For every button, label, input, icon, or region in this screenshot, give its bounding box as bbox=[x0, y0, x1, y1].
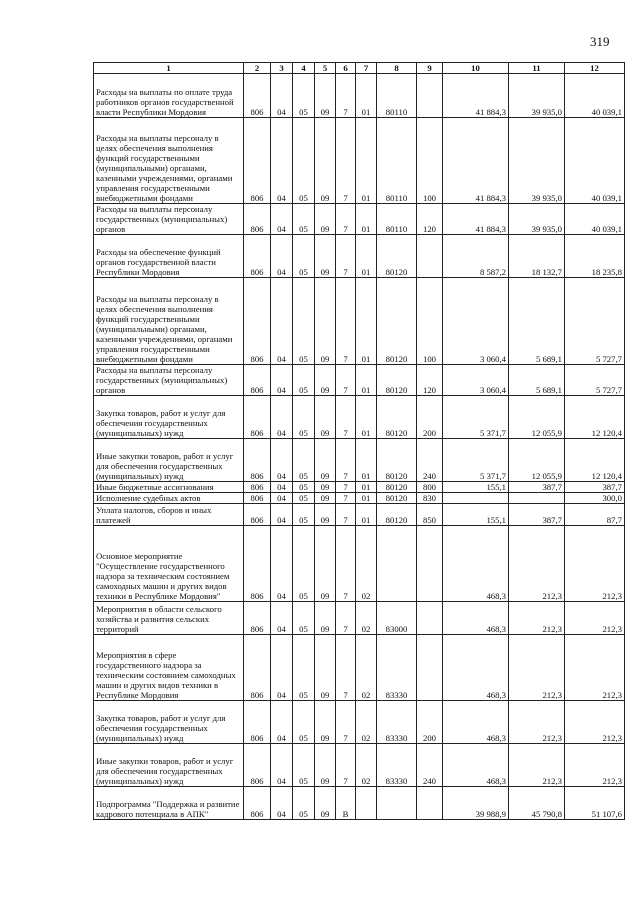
table-row bbox=[94, 235, 625, 278]
cell-c6: 7 bbox=[336, 635, 356, 701]
cell-c9 bbox=[417, 602, 443, 635]
row-name: Расходы на выплаты по оплате труда работников органов государственной власти Республики Мордовия bbox=[94, 74, 244, 118]
row-name: Расходы на выплаты персоналу государственных (муниципальных) органов bbox=[94, 365, 244, 396]
col-header: 3 bbox=[271, 63, 293, 74]
cell-c3: 04 bbox=[271, 278, 293, 365]
cell-c7: 01 bbox=[356, 235, 377, 278]
cell-c5: 09 bbox=[315, 74, 336, 118]
cell-c9: 200 bbox=[417, 701, 443, 744]
cell-c7: 02 bbox=[356, 526, 377, 602]
cell-c5: 09 bbox=[315, 396, 336, 439]
cell-c10: 3 060,4 bbox=[443, 278, 509, 365]
cell-c8: 80120 bbox=[377, 396, 417, 439]
cell-c7 bbox=[356, 787, 377, 820]
table-row bbox=[94, 744, 625, 787]
cell-c5: 09 bbox=[315, 204, 336, 235]
cell-c10: 468,3 bbox=[443, 744, 509, 787]
cell-c3: 04 bbox=[271, 787, 293, 820]
row-name: Расходы на выплаты персоналу государственных (муниципальных) органов bbox=[94, 204, 244, 235]
cell-c2: 806 bbox=[244, 439, 271, 482]
cell-c11: 387,7 bbox=[509, 504, 565, 526]
cell-c8: 80120 bbox=[377, 235, 417, 278]
table-row bbox=[94, 635, 625, 701]
col-header: 8 bbox=[377, 63, 417, 74]
cell-c11: 212,3 bbox=[509, 526, 565, 602]
table-row bbox=[94, 602, 625, 635]
cell-c3: 04 bbox=[271, 396, 293, 439]
row-name: Расходы на выплаты персоналу в целях обеспечения выполнения функций государственными (муниципальными) органами, казенными учреждениями, органами управления государственными внебюджетными фондами bbox=[94, 278, 244, 365]
row-name: Основное мероприятие "Осуществление государственного надзора за техническим состоянием самоходных машин и других видов техники в Республике Мордовия" bbox=[94, 526, 244, 602]
cell-c8: 83330 bbox=[377, 635, 417, 701]
cell-c2: 806 bbox=[244, 118, 271, 204]
cell-c4: 05 bbox=[293, 504, 315, 526]
cell-c10: 5 371,7 bbox=[443, 439, 509, 482]
cell-c10: 41 884,3 bbox=[443, 204, 509, 235]
cell-c12: 5 727,7 bbox=[565, 278, 625, 365]
cell-c8: 80110 bbox=[377, 118, 417, 204]
col-header: 1 bbox=[94, 63, 244, 74]
cell-c7: 02 bbox=[356, 602, 377, 635]
cell-c7: 01 bbox=[356, 493, 377, 504]
cell-c3: 04 bbox=[271, 701, 293, 744]
cell-c5: 09 bbox=[315, 504, 336, 526]
col-header: 12 bbox=[565, 63, 625, 74]
cell-c4: 05 bbox=[293, 787, 315, 820]
header-row bbox=[94, 63, 625, 74]
cell-c3: 04 bbox=[271, 493, 293, 504]
cell-c3: 04 bbox=[271, 204, 293, 235]
row-name: Уплата налогов, сборов и иных платежей bbox=[94, 504, 244, 526]
cell-c2: 806 bbox=[244, 602, 271, 635]
cell-c9: 100 bbox=[417, 278, 443, 365]
cell-c8: 83330 bbox=[377, 744, 417, 787]
cell-c7: 01 bbox=[356, 204, 377, 235]
row-name: Исполнение судебных актов bbox=[94, 493, 244, 504]
cell-c2: 806 bbox=[244, 396, 271, 439]
cell-c7: 01 bbox=[356, 504, 377, 526]
cell-c11: 212,3 bbox=[509, 635, 565, 701]
cell-c11: 212,3 bbox=[509, 701, 565, 744]
cell-c12: 300,0 bbox=[565, 493, 625, 504]
table-row bbox=[94, 439, 625, 482]
cell-c2: 806 bbox=[244, 787, 271, 820]
cell-c7: 02 bbox=[356, 744, 377, 787]
cell-c2: 806 bbox=[244, 493, 271, 504]
table-row bbox=[94, 365, 625, 396]
cell-c7: 01 bbox=[356, 439, 377, 482]
cell-c10: 3 060,4 bbox=[443, 365, 509, 396]
row-name: Мероприятия в области сельского хозяйства и развития сельских территорий bbox=[94, 602, 244, 635]
table-row bbox=[94, 204, 625, 235]
cell-c2: 806 bbox=[244, 504, 271, 526]
cell-c7: 01 bbox=[356, 396, 377, 439]
cell-c2: 806 bbox=[244, 526, 271, 602]
cell-c3: 04 bbox=[271, 602, 293, 635]
cell-c6: 7 bbox=[336, 701, 356, 744]
cell-c8: 80120 bbox=[377, 365, 417, 396]
table-row bbox=[94, 787, 625, 820]
cell-c7: 01 bbox=[356, 118, 377, 204]
col-header: 10 bbox=[443, 63, 509, 74]
cell-c9: 850 bbox=[417, 504, 443, 526]
cell-c10: 468,3 bbox=[443, 635, 509, 701]
cell-c4: 05 bbox=[293, 439, 315, 482]
cell-c7: 01 bbox=[356, 482, 377, 493]
cell-c4: 05 bbox=[293, 493, 315, 504]
row-name: Расходы на выплаты персоналу в целях обеспечения выполнения функций государственными (муниципальными) органами, казенными учреждениями, органами управления государственными внебюджетными фондами bbox=[94, 118, 244, 204]
cell-c12: 51 107,6 bbox=[565, 787, 625, 820]
cell-c10: 155,1 bbox=[443, 504, 509, 526]
cell-c2: 806 bbox=[244, 235, 271, 278]
cell-c6: 7 bbox=[336, 278, 356, 365]
cell-c11: 212,3 bbox=[509, 602, 565, 635]
cell-c10: 468,3 bbox=[443, 526, 509, 602]
table-row bbox=[94, 701, 625, 744]
cell-c3: 04 bbox=[271, 526, 293, 602]
cell-c7: 02 bbox=[356, 635, 377, 701]
col-header: 6 bbox=[336, 63, 356, 74]
cell-c2: 806 bbox=[244, 74, 271, 118]
cell-c4: 05 bbox=[293, 204, 315, 235]
cell-c12: 40 039,1 bbox=[565, 74, 625, 118]
cell-c4: 05 bbox=[293, 74, 315, 118]
cell-c5: 09 bbox=[315, 482, 336, 493]
table-row bbox=[94, 526, 625, 602]
cell-c11 bbox=[509, 493, 565, 504]
cell-c4: 05 bbox=[293, 526, 315, 602]
cell-c6: 7 bbox=[336, 439, 356, 482]
cell-c6: 7 bbox=[336, 204, 356, 235]
cell-c12: 18 235,8 bbox=[565, 235, 625, 278]
cell-c5: 09 bbox=[315, 602, 336, 635]
cell-c10: 8 587,2 bbox=[443, 235, 509, 278]
cell-c4: 05 bbox=[293, 278, 315, 365]
cell-c2: 806 bbox=[244, 204, 271, 235]
cell-c9: 240 bbox=[417, 744, 443, 787]
cell-c11: 39 935,0 bbox=[509, 74, 565, 118]
cell-c11: 45 790,8 bbox=[509, 787, 565, 820]
cell-c2: 806 bbox=[244, 744, 271, 787]
cell-c6: 7 bbox=[336, 118, 356, 204]
cell-c12: 212,3 bbox=[565, 744, 625, 787]
cell-c11: 5 689,1 bbox=[509, 278, 565, 365]
cell-c9 bbox=[417, 526, 443, 602]
col-header: 2 bbox=[244, 63, 271, 74]
row-name: Иные закупки товаров, работ и услуг для обеспечения государственных (муниципальных) нужд bbox=[94, 744, 244, 787]
cell-c12: 212,3 bbox=[565, 526, 625, 602]
cell-c9: 800 bbox=[417, 482, 443, 493]
cell-c12: 87,7 bbox=[565, 504, 625, 526]
cell-c4: 05 bbox=[293, 701, 315, 744]
cell-c5: 09 bbox=[315, 744, 336, 787]
cell-c3: 04 bbox=[271, 482, 293, 493]
cell-c3: 04 bbox=[271, 439, 293, 482]
table-row bbox=[94, 74, 625, 118]
cell-c11: 12 055,9 bbox=[509, 439, 565, 482]
row-name: Иные бюджетные ассигнования bbox=[94, 482, 244, 493]
cell-c6: 7 bbox=[336, 493, 356, 504]
table-row bbox=[94, 493, 625, 504]
cell-c8: 80120 bbox=[377, 493, 417, 504]
cell-c4: 05 bbox=[293, 118, 315, 204]
cell-c7: 01 bbox=[356, 278, 377, 365]
row-name: Закупка товаров, работ и услуг для обеспечения государственных (муниципальных) нужд bbox=[94, 701, 244, 744]
cell-c3: 04 bbox=[271, 635, 293, 701]
cell-c11: 39 935,0 bbox=[509, 118, 565, 204]
cell-c9: 830 bbox=[417, 493, 443, 504]
cell-c11: 387,7 bbox=[509, 482, 565, 493]
row-name: Расходы на обеспечение функций органов государственной власти Республики Мордовия bbox=[94, 235, 244, 278]
cell-c4: 05 bbox=[293, 744, 315, 787]
row-name: Мероприятия в сфере государственного надзора за техническим состоянием самоходных машин и других видов техники в Республике Мордовия bbox=[94, 635, 244, 701]
cell-c5: 09 bbox=[315, 235, 336, 278]
cell-c5: 09 bbox=[315, 439, 336, 482]
cell-c8: 80110 bbox=[377, 74, 417, 118]
cell-c2: 806 bbox=[244, 365, 271, 396]
cell-c12: 212,3 bbox=[565, 635, 625, 701]
cell-c3: 04 bbox=[271, 74, 293, 118]
cell-c10: 155,1 bbox=[443, 482, 509, 493]
cell-c10: 468,3 bbox=[443, 701, 509, 744]
col-header: 7 bbox=[356, 63, 377, 74]
table-row bbox=[94, 118, 625, 204]
cell-c9 bbox=[417, 74, 443, 118]
cell-c10: 41 884,3 bbox=[443, 74, 509, 118]
row-name: Подпрограмма "Поддержка и развитие кадрового потенциала в АПК" bbox=[94, 787, 244, 820]
cell-c8 bbox=[377, 787, 417, 820]
cell-c12: 40 039,1 bbox=[565, 204, 625, 235]
cell-c12: 387,7 bbox=[565, 482, 625, 493]
cell-c6: 7 bbox=[336, 482, 356, 493]
cell-c10: 5 371,7 bbox=[443, 396, 509, 439]
cell-c11: 212,3 bbox=[509, 744, 565, 787]
cell-c6: 7 bbox=[336, 74, 356, 118]
cell-c4: 05 bbox=[293, 396, 315, 439]
cell-c8: 80120 bbox=[377, 278, 417, 365]
cell-c10 bbox=[443, 493, 509, 504]
cell-c2: 806 bbox=[244, 278, 271, 365]
cell-c4: 05 bbox=[293, 602, 315, 635]
cell-c9: 120 bbox=[417, 365, 443, 396]
cell-c12: 12 120,4 bbox=[565, 439, 625, 482]
cell-c5: 09 bbox=[315, 526, 336, 602]
cell-c12: 5 727,7 bbox=[565, 365, 625, 396]
cell-c8: 83330 bbox=[377, 701, 417, 744]
cell-c10: 39 988,9 bbox=[443, 787, 509, 820]
cell-c8 bbox=[377, 526, 417, 602]
budget-table bbox=[93, 62, 625, 820]
cell-c8: 83000 bbox=[377, 602, 417, 635]
cell-c7: 02 bbox=[356, 701, 377, 744]
cell-c5: 09 bbox=[315, 635, 336, 701]
table-body bbox=[94, 74, 625, 820]
cell-c5: 09 bbox=[315, 118, 336, 204]
cell-c6: 7 bbox=[336, 526, 356, 602]
cell-c3: 04 bbox=[271, 744, 293, 787]
cell-c8: 80110 bbox=[377, 204, 417, 235]
cell-c9 bbox=[417, 787, 443, 820]
row-name: Иные закупки товаров, работ и услуг для обеспечения государственных (муниципальных) нужд bbox=[94, 439, 244, 482]
cell-c8: 80120 bbox=[377, 439, 417, 482]
cell-c9 bbox=[417, 235, 443, 278]
col-header: 5 bbox=[315, 63, 336, 74]
cell-c6: 7 bbox=[336, 396, 356, 439]
cell-c3: 04 bbox=[271, 504, 293, 526]
cell-c12: 212,3 bbox=[565, 602, 625, 635]
row-name: Закупка товаров, работ и услуг для обеспечения государственных (муниципальных) нужд bbox=[94, 396, 244, 439]
cell-c7: 01 bbox=[356, 74, 377, 118]
cell-c3: 04 bbox=[271, 365, 293, 396]
cell-c8: 80120 bbox=[377, 504, 417, 526]
cell-c10: 41 884,3 bbox=[443, 118, 509, 204]
cell-c9: 240 bbox=[417, 439, 443, 482]
cell-c6: 7 bbox=[336, 365, 356, 396]
cell-c4: 05 bbox=[293, 482, 315, 493]
cell-c2: 806 bbox=[244, 701, 271, 744]
cell-c9 bbox=[417, 635, 443, 701]
cell-c4: 05 bbox=[293, 235, 315, 278]
col-header: 9 bbox=[417, 63, 443, 74]
cell-c5: 09 bbox=[315, 701, 336, 744]
cell-c6: 7 bbox=[336, 602, 356, 635]
cell-c12: 212,3 bbox=[565, 701, 625, 744]
cell-c6: 7 bbox=[336, 504, 356, 526]
cell-c10: 468,3 bbox=[443, 602, 509, 635]
cell-c8: 80120 bbox=[377, 482, 417, 493]
cell-c2: 806 bbox=[244, 482, 271, 493]
col-header: 11 bbox=[509, 63, 565, 74]
cell-c5: 09 bbox=[315, 787, 336, 820]
cell-c9: 100 bbox=[417, 118, 443, 204]
cell-c11: 12 055,9 bbox=[509, 396, 565, 439]
table-row bbox=[94, 278, 625, 365]
col-header: 4 bbox=[293, 63, 315, 74]
cell-c3: 04 bbox=[271, 118, 293, 204]
cell-c5: 09 bbox=[315, 493, 336, 504]
table-row bbox=[94, 482, 625, 493]
cell-c6: В bbox=[336, 787, 356, 820]
cell-c11: 5 689,1 bbox=[509, 365, 565, 396]
cell-c11: 18 132,7 bbox=[509, 235, 565, 278]
page-number: 319 bbox=[590, 34, 610, 49]
cell-c9: 120 bbox=[417, 204, 443, 235]
cell-c3: 04 bbox=[271, 235, 293, 278]
cell-c9: 200 bbox=[417, 396, 443, 439]
cell-c12: 40 039,1 bbox=[565, 118, 625, 204]
table-row bbox=[94, 396, 625, 439]
cell-c5: 09 bbox=[315, 278, 336, 365]
cell-c6: 7 bbox=[336, 744, 356, 787]
cell-c11: 39 935,0 bbox=[509, 204, 565, 235]
table-row bbox=[94, 504, 625, 526]
cell-c6: 7 bbox=[336, 235, 356, 278]
cell-c7: 01 bbox=[356, 365, 377, 396]
cell-c2: 806 bbox=[244, 635, 271, 701]
cell-c5: 09 bbox=[315, 365, 336, 396]
cell-c4: 05 bbox=[293, 365, 315, 396]
cell-c12: 12 120,4 bbox=[565, 396, 625, 439]
cell-c4: 05 bbox=[293, 635, 315, 701]
